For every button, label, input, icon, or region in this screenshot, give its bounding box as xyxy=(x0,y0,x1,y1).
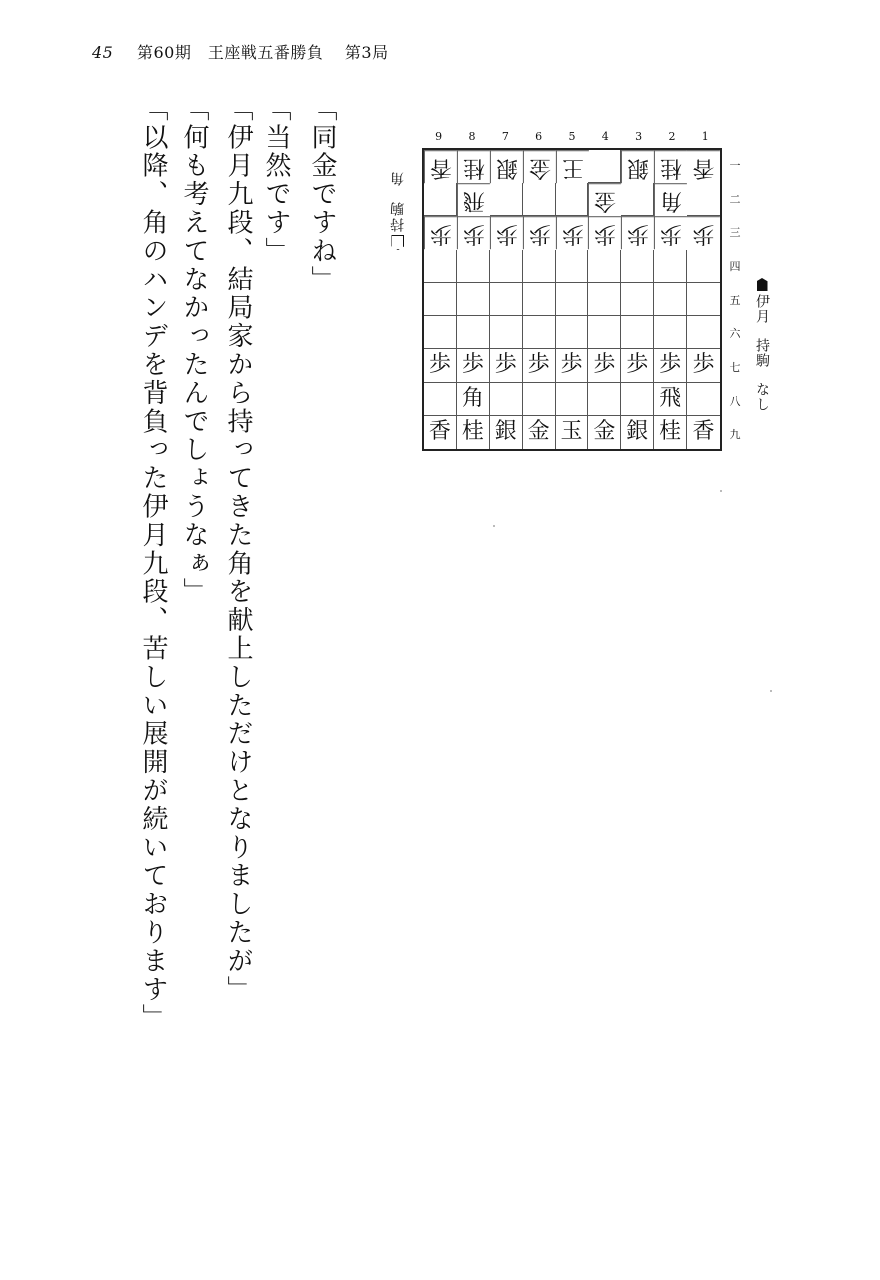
sente-piece: 飛 xyxy=(659,385,682,411)
scan-speck xyxy=(770,690,772,692)
board-square xyxy=(523,216,556,249)
dialogue-line-3: 「伊月九段、結局家から持ってきた角を献上しただけとなりましたが」 xyxy=(223,95,253,1004)
dialogue-line-4: 「何も考えてなかったんでしょうなぁ」 xyxy=(179,95,209,607)
rank-label: 四 xyxy=(729,259,741,273)
game-title: 第3局 xyxy=(344,43,389,62)
board-square xyxy=(621,349,654,382)
gote-piece: 香 xyxy=(692,155,715,181)
gote-hand xyxy=(388,170,408,250)
gote-piece: 歩 xyxy=(692,221,715,247)
file-label: 9 xyxy=(435,130,443,143)
sente-piece: 歩 xyxy=(461,352,484,378)
file-label: 6 xyxy=(535,130,543,143)
gote-piece: 歩 xyxy=(660,221,683,247)
board-square xyxy=(523,250,556,283)
gote-piece: 桂 xyxy=(462,155,485,181)
board-square xyxy=(556,150,589,183)
board-square xyxy=(556,216,589,249)
board-square xyxy=(424,250,457,283)
file-labels xyxy=(422,130,722,143)
board-square xyxy=(457,349,490,382)
board-square xyxy=(523,183,556,216)
sente-piece: 銀 xyxy=(626,419,649,445)
gote-piece: 歩 xyxy=(561,221,584,247)
board-square xyxy=(490,150,523,183)
sente-piece: 桂 xyxy=(461,419,484,445)
board-square xyxy=(687,250,720,283)
sente-piece: 歩 xyxy=(659,352,682,378)
board-square xyxy=(523,416,556,449)
page-number: 45 xyxy=(92,43,114,62)
sente-piece: 歩 xyxy=(593,352,616,378)
board-square xyxy=(588,416,621,449)
board-square xyxy=(621,216,654,249)
board-square xyxy=(457,250,490,283)
board-square xyxy=(556,349,589,382)
board-square xyxy=(588,150,621,183)
board-square xyxy=(687,416,720,449)
board-square xyxy=(588,316,621,349)
board-square xyxy=(523,150,556,183)
gote-mark-icon xyxy=(392,235,405,250)
sente-piece: 歩 xyxy=(494,352,517,378)
board-square xyxy=(523,316,556,349)
board-square xyxy=(621,383,654,416)
board-square xyxy=(523,349,556,382)
sente-piece: 角 xyxy=(461,385,484,411)
board-square xyxy=(588,183,621,216)
gote-piece: 歩 xyxy=(528,221,551,247)
sente-piece: 香 xyxy=(692,419,715,445)
board-square xyxy=(556,383,589,416)
gote-piece: 歩 xyxy=(627,221,650,247)
board-square xyxy=(457,383,490,416)
board-square xyxy=(654,283,687,316)
sente-piece: 銀 xyxy=(494,419,517,445)
board-square xyxy=(424,150,457,183)
gote-piece: 飛 xyxy=(462,188,485,214)
board-square xyxy=(556,183,589,216)
gote-piece: 金 xyxy=(594,188,617,214)
board-square xyxy=(687,316,720,349)
file-label: 2 xyxy=(668,130,676,143)
gote-hand-pieces: 角 xyxy=(390,170,406,186)
dialogue-line-1: 「同金ですね」 xyxy=(307,95,337,294)
board-square xyxy=(490,383,523,416)
board-square xyxy=(588,383,621,416)
sente-piece: 桂 xyxy=(659,419,682,445)
gote-piece: 桂 xyxy=(660,155,683,181)
board-square xyxy=(523,283,556,316)
board-square xyxy=(457,283,490,316)
board-square xyxy=(654,250,687,283)
board-square xyxy=(654,183,687,216)
file-label: 1 xyxy=(701,130,709,143)
board-square xyxy=(424,183,457,216)
board-square xyxy=(687,150,720,183)
board-square xyxy=(687,183,720,216)
board-square xyxy=(621,283,654,316)
scan-speck xyxy=(493,525,495,527)
board-square xyxy=(457,150,490,183)
board-square xyxy=(424,316,457,349)
board-square xyxy=(588,250,621,283)
sente-piece: 歩 xyxy=(428,352,451,378)
board-square xyxy=(621,250,654,283)
sente-hand-pieces: なし xyxy=(754,382,770,412)
board-square xyxy=(556,250,589,283)
sente-piece: 金 xyxy=(527,419,550,445)
sente-piece: 金 xyxy=(593,419,616,445)
file-label: 4 xyxy=(601,130,609,143)
sente-piece: 歩 xyxy=(527,352,550,378)
event-title: 第60期 王座戦五番勝負 xyxy=(136,43,324,62)
board-square xyxy=(490,349,523,382)
board-square xyxy=(490,316,523,349)
file-label: 5 xyxy=(568,130,576,143)
board-square xyxy=(457,216,490,249)
file-label: 7 xyxy=(501,130,509,143)
gote-piece: 歩 xyxy=(594,221,617,247)
sente-piece: 歩 xyxy=(626,352,649,378)
board-square xyxy=(687,383,720,416)
board-square xyxy=(490,283,523,316)
gote-piece: 歩 xyxy=(462,221,485,247)
board-square xyxy=(621,183,654,216)
board-square xyxy=(687,283,720,316)
file-label: 8 xyxy=(468,130,476,143)
page-header xyxy=(92,40,389,63)
sente-hand-label: 持駒 xyxy=(754,338,770,368)
gote-piece: 香 xyxy=(429,155,452,181)
gote-piece: 銀 xyxy=(495,155,518,181)
shogi-board xyxy=(422,148,722,451)
rank-label: 一 xyxy=(729,158,741,172)
gote-piece: 歩 xyxy=(429,221,452,247)
board-square xyxy=(621,316,654,349)
sente-piece: 歩 xyxy=(692,352,715,378)
board-square xyxy=(556,416,589,449)
board-square xyxy=(523,383,556,416)
board-square xyxy=(621,416,654,449)
rank-label: 八 xyxy=(729,394,741,408)
board-square xyxy=(687,216,720,249)
board-square xyxy=(424,416,457,449)
gote-piece: 歩 xyxy=(495,221,518,247)
board-square xyxy=(588,349,621,382)
board-square xyxy=(654,349,687,382)
dialogue-line-5: 「以降、角のハンデを背負った伊月九段、苦しい展開が続いております」 xyxy=(138,95,168,1033)
board-square xyxy=(621,150,654,183)
board-square xyxy=(490,183,523,216)
board-square xyxy=(424,383,457,416)
rank-label: 三 xyxy=(729,226,741,240)
board-square xyxy=(424,349,457,382)
sente-piece: 歩 xyxy=(560,352,583,378)
rank-label: 七 xyxy=(729,360,741,374)
board-square xyxy=(654,416,687,449)
board-square xyxy=(588,283,621,316)
board-square xyxy=(424,216,457,249)
sente-player: 伊月 xyxy=(754,294,770,324)
scan-speck xyxy=(720,490,722,492)
dialogue-line-2: 「当然です」 xyxy=(261,95,291,266)
rank-labels xyxy=(727,148,743,451)
rank-label: 二 xyxy=(729,192,741,206)
gote-piece: 金 xyxy=(528,155,551,181)
rank-label: 九 xyxy=(729,428,741,442)
gote-hand-label: 持駒 xyxy=(390,200,406,232)
board-square xyxy=(457,416,490,449)
gote-piece: 王 xyxy=(561,155,584,181)
sente-piece: 香 xyxy=(428,419,451,445)
file-label: 3 xyxy=(635,130,643,143)
board-square xyxy=(588,216,621,249)
sente-mark-icon xyxy=(757,278,768,291)
gote-piece: 銀 xyxy=(627,155,650,181)
board-square xyxy=(654,316,687,349)
board-square xyxy=(490,216,523,249)
rank-label: 五 xyxy=(729,293,741,307)
board-square xyxy=(490,250,523,283)
board-square xyxy=(654,383,687,416)
board-square xyxy=(490,416,523,449)
board-square xyxy=(424,283,457,316)
board-square xyxy=(556,316,589,349)
sente-piece: 玉 xyxy=(560,419,583,445)
sente-hand xyxy=(752,278,772,412)
board-square xyxy=(687,349,720,382)
board-square xyxy=(654,216,687,249)
board-square xyxy=(457,316,490,349)
board-square xyxy=(556,283,589,316)
board-square xyxy=(654,150,687,183)
rank-label: 六 xyxy=(729,327,741,341)
board-square xyxy=(457,183,490,216)
gote-piece: 角 xyxy=(660,188,683,214)
